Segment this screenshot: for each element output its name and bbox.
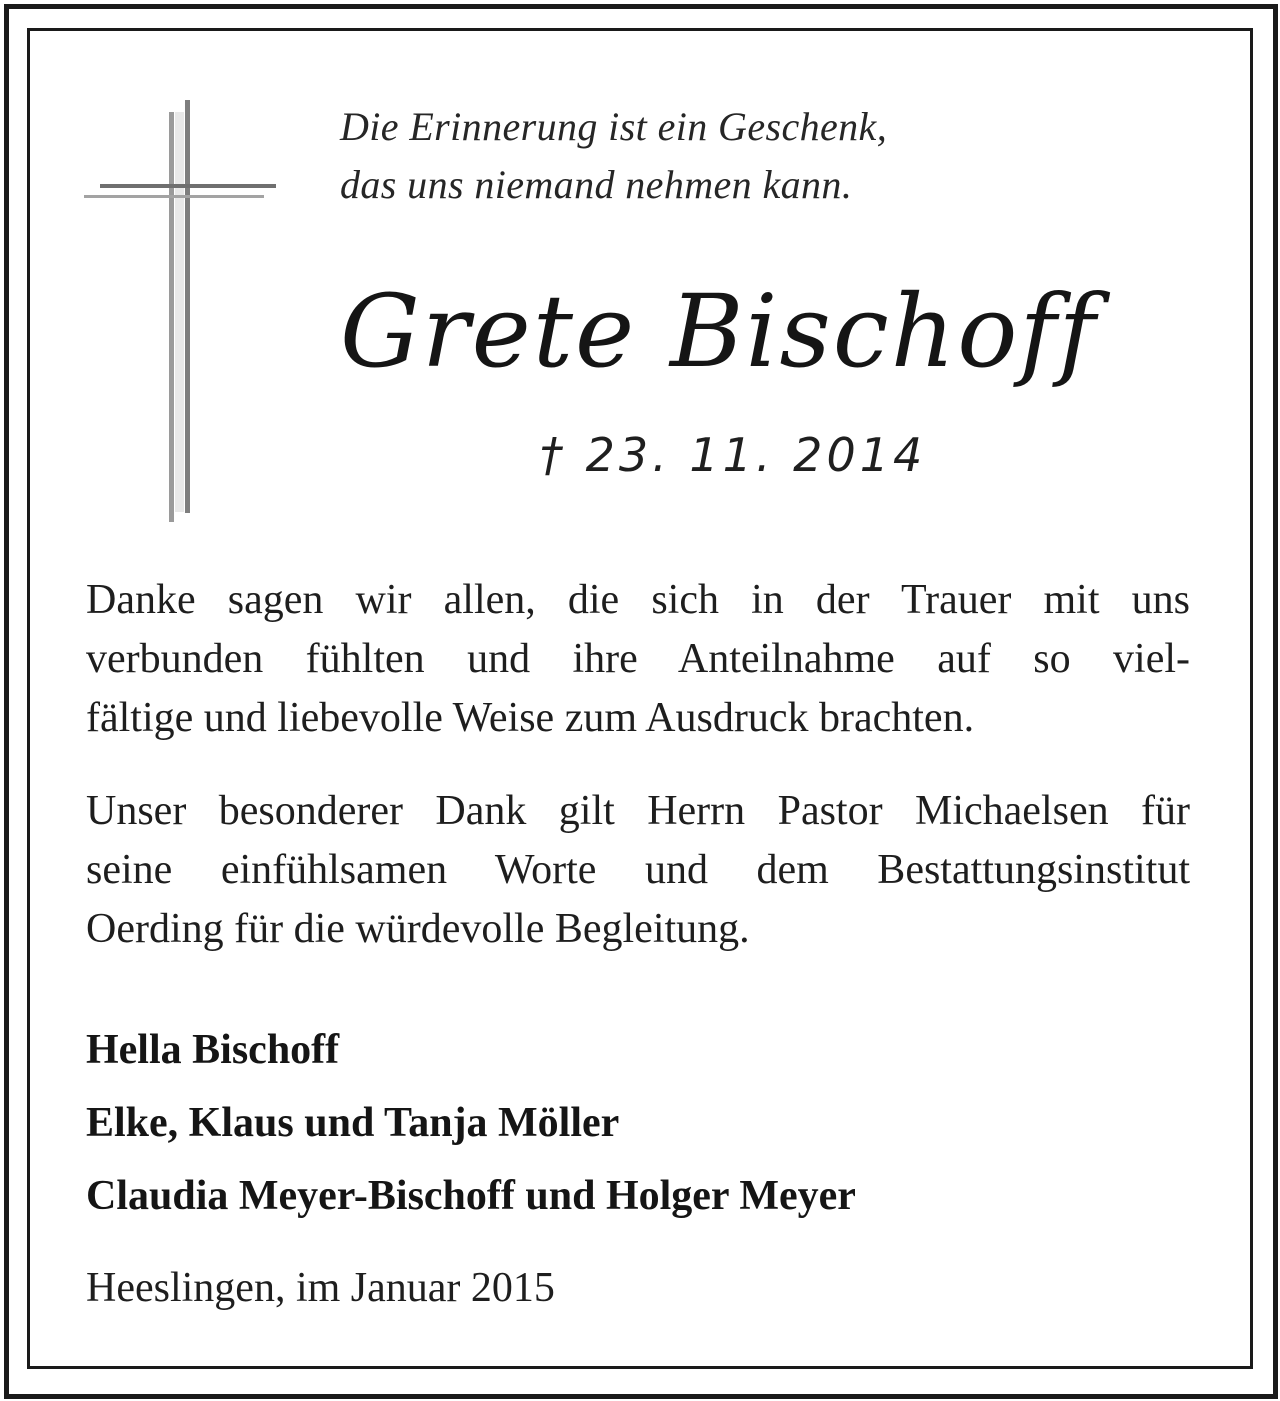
special-thanks-paragraph [86, 782, 1190, 959]
signer-name: Hella Bischoff [86, 1027, 340, 1073]
paragraph-line: verbunden fühlten und ihre Anteilnahme auf so viel- [86, 636, 1190, 682]
paragraph-line: Oerding für die würdevolle Begleitung. [86, 906, 750, 952]
memorial-quote [340, 98, 1160, 214]
death-date: † 23. 11. 2014 [540, 428, 927, 482]
signers-list [86, 1014, 1190, 1233]
paragraph-line: fältige und liebevolle Weise zum Ausdruck brachten. [86, 695, 975, 741]
place-and-date: Heeslingen, im Januar 2015 [86, 1265, 555, 1311]
cross-icon [84, 100, 279, 525]
quote-line: das uns niemand nehmen kann. [340, 162, 853, 207]
quote-line: Die Erinnerung ist ein Geschenk, [340, 104, 888, 149]
signer-name: Elke, Klaus und Tanja Möller [86, 1100, 620, 1146]
paragraph-line: Unser besonderer Dank gilt Herrn Pastor Michaelsen für [86, 788, 1190, 834]
paragraph-line: Danke sagen wir allen, die sich in der Trauer mit uns [86, 577, 1190, 623]
signer-name: Claudia Meyer-Bischoff und Holger Meyer [86, 1173, 856, 1219]
thanks-paragraph [86, 571, 1190, 748]
deceased-name: Grete Bischoff [340, 273, 1098, 390]
paragraph-line: seine einfühlsamen Worte und dem Bestattungsinstitut [86, 847, 1190, 893]
